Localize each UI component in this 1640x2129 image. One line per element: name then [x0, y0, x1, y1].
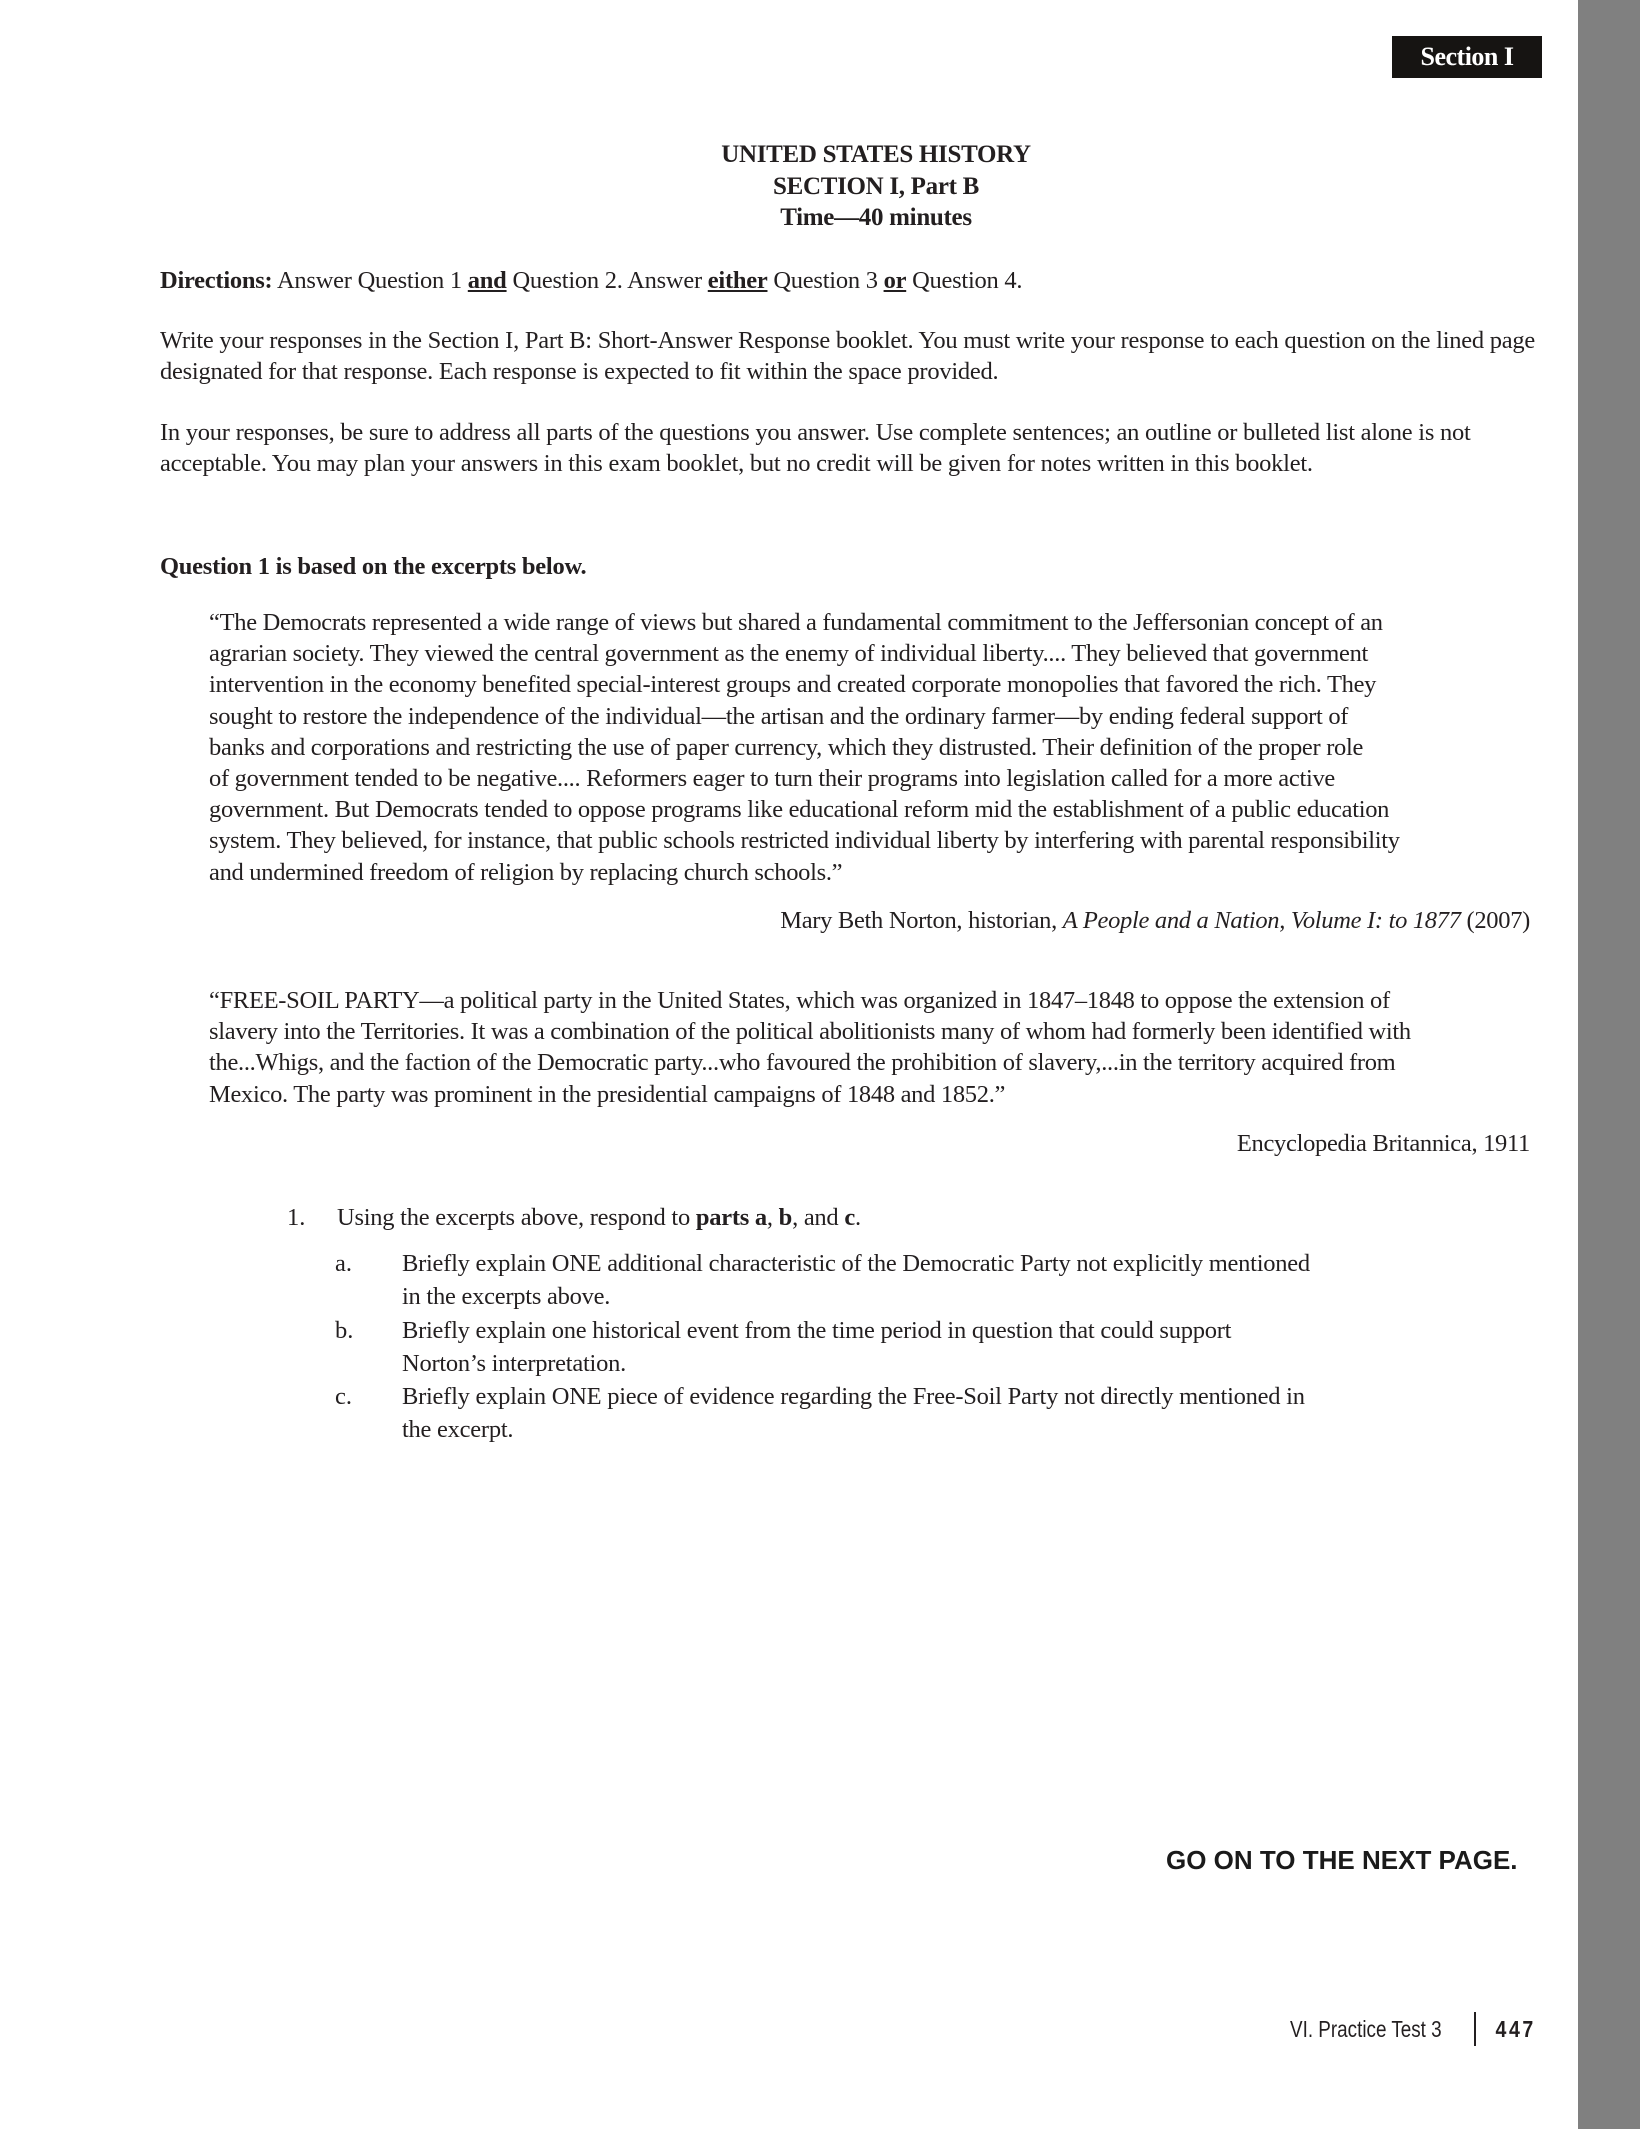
- excerpt-line: “FREE-SOIL PARTY—a political party in the United States, which was organized in 1847–1848 to oppose the extension of: [209, 987, 1390, 1014]
- section-tab: [1392, 36, 1542, 78]
- part-line: Briefly explain ONE piece of evidence regarding the Free-Soil Party not directly mentioned in: [402, 1383, 1305, 1410]
- part-line: in the excerpts above.: [402, 1283, 611, 1310]
- prompt-text: Using the excerpts above, respond to: [337, 1204, 696, 1231]
- instruction-paragraph-2: In your responses, be sure to address all parts of the questions you answer. Use complete sentences; an outline or bulleted list alone is not acceptable. You may plan your answers in this exam booklet, but no credit will be given for notes written in this booklet.: [160, 419, 1471, 477]
- part-line: Briefly explain one historical event from the time period in question that could support: [402, 1317, 1232, 1344]
- page-edge-sidebar: [1578, 0, 1640, 2129]
- excerpt-line: agrarian society. They viewed the central government as the enemy of individual liberty.... They believed that government: [209, 640, 1369, 668]
- part-letter: c.: [335, 1383, 352, 1410]
- go-on-notice: GO ON TO THE NEXT PAGE.: [1166, 1845, 1518, 1875]
- footer-divider: [1474, 2012, 1476, 2046]
- excerpt-line: the...Whigs, and the faction of the Democratic party...who favoured the prohibition of slavery,...in the territory acquired from: [209, 1049, 1396, 1077]
- prompt-end: .: [854, 1204, 861, 1231]
- attribution-britannica: Encyclopedia Britannica, 1911: [1236, 1130, 1530, 1157]
- prompt-parts-a: parts a: [695, 1204, 767, 1231]
- excerpt-line: government. But Democrats tended to oppose programs like educational reform mid the establishment of a public education: [209, 796, 1390, 824]
- page-footer: [1290, 2012, 1539, 2046]
- directions-text-2: Question 2. Answer: [506, 267, 708, 294]
- excerpt-line: slavery into the Territories. It was a combination of the political abolitionists many of whom had formerly been identified with: [209, 1018, 1411, 1046]
- excerpt-line: Mexico. The party was prominent in the presidential campaigns of 1848 and 1852.”: [209, 1080, 1006, 1108]
- directions: [160, 265, 1022, 296]
- title-line-time: Time—40 minutes: [780, 204, 972, 231]
- part-line: the excerpt.: [402, 1416, 514, 1443]
- question-prompt: [337, 1202, 861, 1233]
- excerpt-line: system. They believed, for instance, that public schools restricted individual liberty by interfering with parental responsibility: [209, 827, 1400, 855]
- page-number: 447: [1495, 2015, 1536, 2042]
- prompt-and: , and: [792, 1204, 845, 1231]
- part-line: Norton’s interpretation.: [402, 1350, 626, 1377]
- directions-either: either: [707, 267, 768, 294]
- directions-text-1: Answer Question 1: [272, 267, 468, 294]
- excerpt-line: and undermined freedom of religion by replacing church schools.”: [209, 858, 843, 886]
- excerpt-line: of government tended to be negative.... Reformers eager to turn their programs into legislation called for a more active: [209, 765, 1335, 793]
- question-number: 1.: [287, 1204, 306, 1231]
- attribution-norton: [780, 905, 1530, 936]
- excerpt-britannica: [209, 985, 1534, 1110]
- directions-text-3: Question 3: [767, 267, 884, 294]
- footer-chapter-label: VI. Practice Test 3: [1290, 2015, 1442, 2042]
- prompt-comma: ,: [766, 1204, 779, 1231]
- section-tab-label: Section I: [1420, 42, 1514, 71]
- excerpt-line: intervention in the economy benefited special-interest groups and created corporate monopolies that favored the rich. They: [209, 671, 1377, 699]
- excerpt-line: sought to restore the independence of the individual—the artisan and the ordinary farmer—by ending federal support of: [209, 702, 1349, 730]
- title-line-section: SECTION I, Part B: [772, 172, 980, 200]
- instruction-paragraph-1: Write your responses in the Section I, Part B: Short-Answer Response booklet. You must write your response to each question on the lined page designated for that response. Each response is expected to fit within the space provided.: [160, 327, 1536, 385]
- directions-or: or: [883, 267, 907, 294]
- prompt-part-c: c: [844, 1204, 855, 1231]
- attribution-year: (2007): [1460, 907, 1530, 934]
- part-line: Briefly explain ONE additional characteristic of the Democratic Party not explicitly mentioned: [402, 1250, 1310, 1277]
- part-letter: a.: [335, 1250, 352, 1277]
- question-heading: Question 1 is based on the excerpts below.: [160, 553, 587, 580]
- title-line-subject: UNITED STATES HISTORY: [721, 141, 1031, 168]
- excerpt-line: banks and corporations and restricting the use of paper currency, which they distrusted. Their definition of the proper role: [209, 733, 1364, 761]
- excerpt-norton: [209, 607, 1534, 888]
- directions-and: and: [467, 267, 507, 294]
- directions-text-4: Question 4.: [906, 267, 1023, 294]
- attribution-book-title: A People and a Nation, Volume I: to 1877: [1062, 907, 1461, 934]
- attribution-author: Mary Beth Norton, historian,: [780, 907, 1063, 934]
- part-letter: b.: [335, 1317, 354, 1344]
- excerpt-line: “The Democrats represented a wide range of views but shared a fundamental commitment to the Jeffersonian concept of an: [209, 609, 1383, 636]
- page-title: [0, 139, 1640, 234]
- prompt-part-b: b: [778, 1204, 793, 1231]
- directions-label: Directions:: [160, 267, 273, 294]
